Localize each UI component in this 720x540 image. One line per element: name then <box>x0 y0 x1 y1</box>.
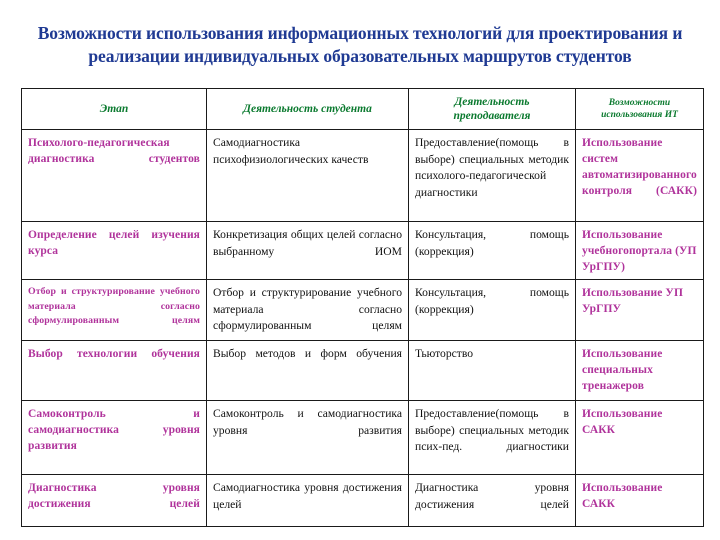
cell-it-capability: Использование УП УрГПУ <box>576 280 704 341</box>
cell-stage: Диагностика уровня достижения целей <box>22 475 207 527</box>
column-header-teacher-activity: Деятельность преподавателя <box>409 89 576 130</box>
cell-stage: Самоконтроль и самодиагностика уровня развития <box>22 401 207 475</box>
cell-it-capability: Использование систем автоматизированного контроля (САКК) <box>576 130 704 222</box>
cell-teacher-activity: Предоставление(помощь в выборе) специальных методик псих-пед. диагностики <box>409 401 576 475</box>
cell-student-activity: Самодиагностика уровня достижения целей <box>207 475 409 527</box>
cell-it-capability: Использование специальных тренажеров <box>576 341 704 401</box>
column-header-stage: Этап <box>22 89 207 130</box>
table-row <box>22 401 704 475</box>
it-capabilities-table-wrapper <box>21 88 703 527</box>
table-row <box>22 341 704 401</box>
cell-student-activity: Конкретизация общих целей согласно выбранному ИОМ <box>207 222 409 280</box>
cell-stage: Определение целей изучения курса <box>22 222 207 280</box>
cell-student-activity: Отбор и структурирование учебного материала согласно сформулированным целям <box>207 280 409 341</box>
table-row <box>22 222 704 280</box>
cell-stage: Психолого-педагогическая диагностика студентов <box>22 130 207 222</box>
cell-teacher-activity: Консультация, помощь (коррекция) <box>409 222 576 280</box>
cell-student-activity: Самоконтроль и самодиагностика уровня развития <box>207 401 409 475</box>
cell-student-activity: Выбор методов и форм обучения <box>207 341 409 401</box>
table-row <box>22 280 704 341</box>
cell-teacher-activity: Консультация, помощь (коррекция) <box>409 280 576 341</box>
cell-teacher-activity: Тьюторство <box>409 341 576 401</box>
it-capabilities-table <box>21 88 704 527</box>
column-header-it-capabilities: Возможности использования ИТ <box>576 89 704 130</box>
table-header-row <box>22 89 704 130</box>
page-title: Возможности использования информационных технологий для проектирования и реализации индивидуальных образовательных маршрутов студентов <box>37 23 683 66</box>
table-row <box>22 130 704 222</box>
cell-teacher-activity: Диагностика уровня достижения целей <box>409 475 576 527</box>
cell-stage: Выбор технологии обучения <box>22 341 207 401</box>
table-row <box>22 475 704 527</box>
cell-stage: Отбор и структурирование учебного материала согласно сформулированным целям <box>22 280 207 341</box>
cell-it-capability: Использование САКК <box>576 475 704 527</box>
cell-it-capability: Использование САКК <box>576 401 704 475</box>
cell-it-capability: Использование учебногопортала (УП УрГПУ) <box>576 222 704 280</box>
column-header-student-activity: Деятельность студента <box>207 89 409 130</box>
cell-teacher-activity: Предоставление(помощь в выборе) специальных методик психолого-педагогической диагностики <box>409 130 576 222</box>
cell-student-activity: Самодиагностика психофизиологических качеств <box>207 130 409 222</box>
